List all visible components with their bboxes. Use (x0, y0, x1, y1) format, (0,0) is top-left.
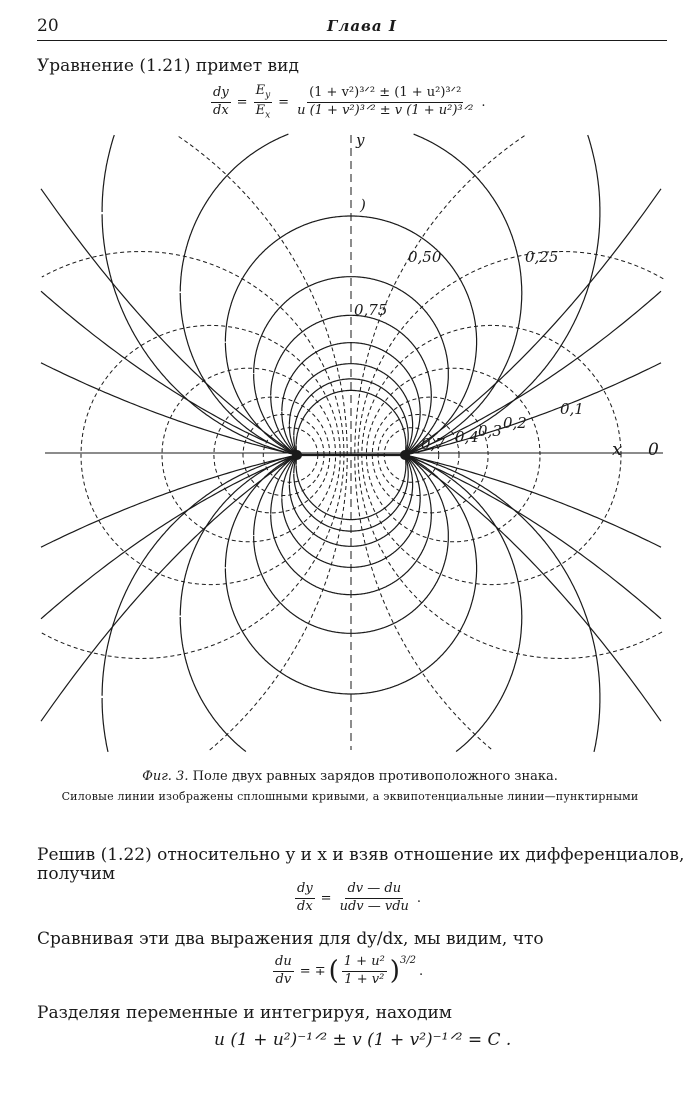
axis-x-label: x (612, 439, 623, 460)
field-label-050: 0,50 (408, 248, 442, 266)
eq1-field-ratio: $\frac{E_y}{E_x}$ (255, 83, 271, 121)
potential-label-02: 0,2 (503, 414, 527, 432)
figure-caption: Фиг. 3. Поле двух равных зарядов противоположного знака. (142, 769, 558, 784)
field-line (405, 189, 661, 455)
potential-label-01: 0,1 (560, 400, 584, 418)
equipotential-lines (42, 136, 664, 750)
field-line (405, 455, 661, 721)
field-line (41, 455, 297, 547)
potential-label-04: 0,4 (455, 428, 479, 446)
top-mark: ) (360, 196, 366, 214)
chapter-title: Глава I (327, 17, 397, 35)
equation-1: $\frac{dy}{dx}$ = $\frac{E_y}{E_x}$ = $\frac{\text{(1 + v²)³ᐟ² ± (1 + u²)³ᐟ²}}{\text{u (1 + v²)³ᐟ² ± v (1 + u²)³ᐟ²}}$ . (213, 83, 486, 121)
potential-label-03: 0,3 (478, 422, 502, 440)
field-line (405, 455, 661, 619)
para1-line1: Решив (1.22) относительно y и x и взяв отношение их дифференциалов, (37, 845, 685, 865)
equation-3: $\frac{du}{dv}$ = ∓ ( $\frac{\text{1 + u²}}{\text{1 + v²}}$ ) $^{3/2}$ . (275, 954, 424, 987)
equation-2: $\frac{dy}{dx}$ = $\frac{dv — du}{\text{udv — vdu}}$ . (297, 881, 422, 914)
axis-y-label: y (356, 131, 365, 149)
field-line (282, 455, 420, 567)
page-header (37, 14, 667, 41)
axes (45, 135, 663, 750)
page-number: 20 (37, 16, 59, 36)
field-line (41, 363, 297, 455)
para2-text: Сравнивая эти два выражения для dy/dx, мы видим, что (37, 929, 544, 949)
field-line (41, 189, 297, 455)
equation-4: u (1 + u²)⁻¹ᐟ² ± v (1 + v²)⁻¹ᐟ² = C . (214, 1030, 512, 1050)
field-line (405, 291, 661, 455)
potential-label-07: 0,7 (421, 435, 445, 453)
field-line (405, 455, 661, 547)
field-label-075: 0,75 (354, 301, 388, 319)
field-line (41, 455, 297, 619)
eq1-rhs: $\frac{\text{(1 + v²)³ᐟ² ± (1 + u²)³ᐟ²}}{\text{u (1 + v²)³ᐟ² ± v (1 + u²)³ᐟ²}}$ (297, 85, 474, 118)
para3-text: Разделяя переменные и интегрируя, находим (37, 1003, 453, 1023)
origin-label: 0 (648, 440, 659, 460)
field-figure (37, 128, 667, 758)
negative-charge (400, 450, 410, 460)
intro-text: Уравнение (1.21) примет вид (37, 56, 299, 76)
figure-subcaption: Силовые линии изображены сплошными кривыми, а эквипотенциальные линии—пунктирными (61, 790, 639, 803)
positive-charge (292, 450, 302, 460)
field-label-025: 0,25 (525, 248, 559, 266)
field-line (41, 291, 297, 455)
field-line (41, 455, 297, 721)
para1-line2: получим (37, 864, 116, 884)
eq1-lhs: $\frac{dy}{dx}$ (213, 85, 229, 118)
